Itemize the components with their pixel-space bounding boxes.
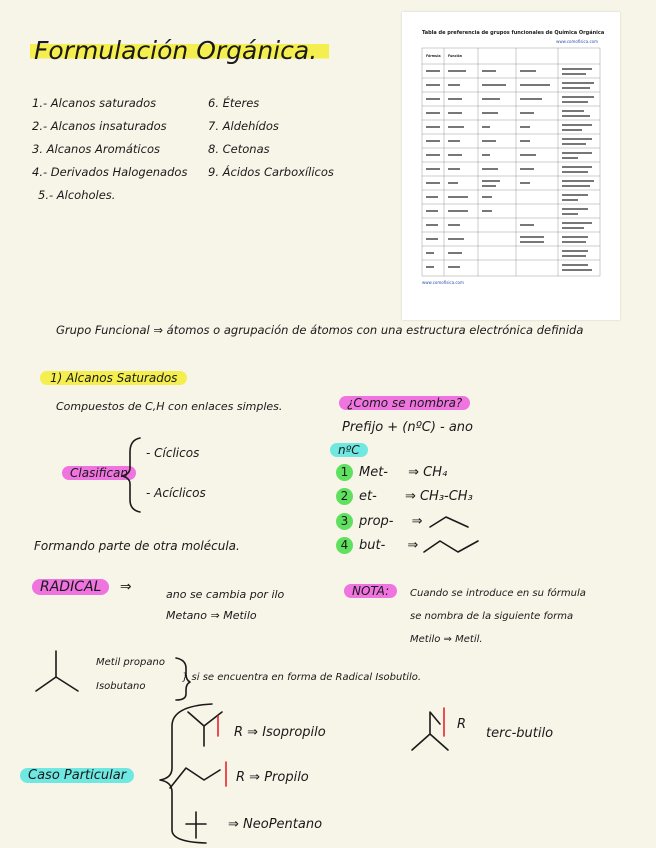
classify-label-text: Clasifican	[62, 466, 136, 480]
grupo-funcional-definition: Grupo Funcional ⇒ átomos o agrupación de átomos con una estructura electrónica definida	[56, 323, 584, 337]
isobutilo-line2: Isobutano	[96, 681, 146, 692]
naming-rule: Prefijo + (nºC) - ano	[342, 420, 474, 435]
list-item: 1.- Alcanos saturados	[32, 96, 157, 110]
isobutilo-bracket	[176, 658, 190, 700]
terc-r-label: R	[457, 717, 467, 732]
prefix-result: ⇒	[411, 514, 423, 529]
neopentano-text: ⇒ NeoPentano	[228, 817, 323, 832]
prefix-name: but-	[359, 538, 386, 553]
list-item: 5.- Alcoholes.	[38, 188, 116, 202]
table-link: www.comofisica.com	[556, 39, 598, 44]
list-item: 9. Ácidos Carboxílicos	[208, 165, 334, 179]
section1-definition: Compuestos de C,H con enlaces simples.	[56, 400, 283, 413]
list-item: 3. Alcanos Aromáticos	[32, 142, 160, 156]
propilo-skeleton	[170, 768, 220, 788]
prefix-name: Met-	[359, 465, 389, 480]
prefix-name: prop-	[359, 514, 394, 529]
neopentano-skeleton	[186, 812, 206, 838]
table-header: Función	[448, 54, 462, 58]
prefix-name: et-	[359, 489, 377, 504]
radical-label-text: RADICAL	[32, 579, 109, 595]
class-cyclic: - Cíclicos	[146, 446, 200, 460]
caso-particular-text: Caso Particular	[20, 768, 134, 783]
list-item: 7. Aldehídos	[208, 119, 279, 133]
arrow-icon	[178, 330, 184, 342]
propilo-text: R ⇒ Propilo	[236, 770, 309, 785]
nota-label-text: NOTA:	[344, 584, 397, 598]
classify-brace	[122, 438, 140, 512]
prefix-result: ⇒ CH₄	[408, 465, 448, 480]
isobutane-skeleton	[36, 651, 78, 691]
nota-line1: Cuando se introduce en su fórmula	[410, 588, 586, 599]
table-title: Tabla de preferencia de grupos funcionales de Química Orgánica	[422, 30, 605, 36]
radical-line1: ano se cambia por ilo	[166, 588, 285, 601]
forming-part-text: Formando parte de otra molécula.	[34, 539, 240, 553]
prefix-result: ⇒	[407, 538, 419, 553]
page-title: Formulación Orgánica.	[30, 36, 329, 65]
terc-butilo-skeleton	[412, 712, 448, 750]
isobutilo-line1: Metil propano	[96, 657, 165, 668]
table-footer-link: www.comofisica.com	[422, 280, 464, 285]
list-item: 4.- Derivados Halogenados	[32, 165, 188, 179]
nota-line2: se nombra de la siguiente forma	[410, 611, 574, 622]
list-item: 6. Éteres	[208, 96, 260, 110]
prefix-number: 3	[336, 513, 353, 530]
nota-line3: Metilo ⇒ Metil.	[410, 634, 483, 645]
isobutilo-note: } si se encuentra en forma de Radical Isobutilo.	[182, 672, 422, 683]
prefix-result: ⇒ CH₃-CH₃	[404, 489, 473, 504]
radical-arrow: ⇒	[119, 579, 132, 595]
nc-label-text: nºC	[330, 443, 368, 457]
section1-heading-text: 1) Alcanos Saturados	[40, 371, 187, 385]
class-acyclic: - Acíclicos	[146, 486, 206, 500]
prefix-number: 1	[336, 464, 353, 481]
prefix-number: 2	[336, 488, 353, 505]
isopropilo-skeleton	[188, 712, 222, 746]
radical-line2: Metano ⇒ Metilo	[166, 609, 257, 622]
isopropilo-text: R ⇒ Isopropilo	[234, 725, 326, 740]
naming-question-text: ¿Como se nombra?	[339, 396, 470, 410]
table-header: Fórmula	[426, 54, 441, 58]
prefix-number: 4	[336, 537, 353, 554]
terc-butilo-text: terc-butilo	[486, 726, 554, 741]
butane-skeleton	[424, 541, 478, 552]
propane-skeleton	[430, 517, 468, 527]
list-item: 8. Cetonas	[208, 142, 270, 156]
list-item: 2.- Alcanos insaturados	[32, 119, 167, 133]
